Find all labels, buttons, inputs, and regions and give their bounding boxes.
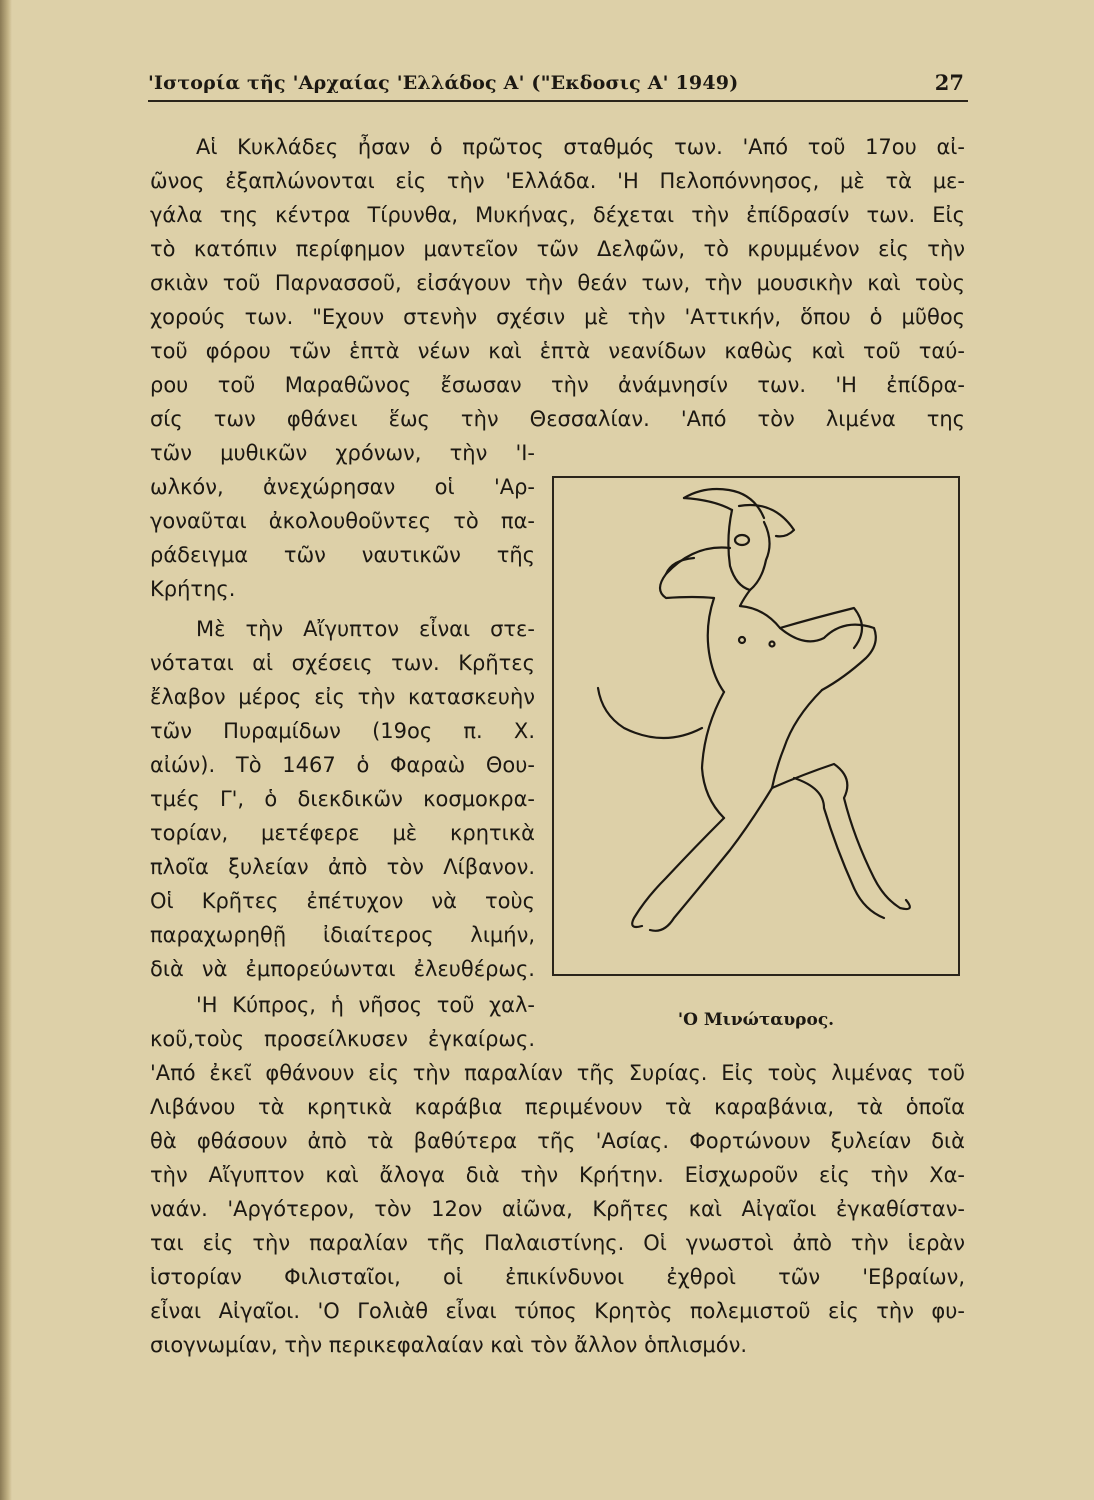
text-line: Κρήτης. bbox=[150, 577, 236, 601]
text-line: ἱστορίαν Φιλισταῖοι, οἱ ἐπικίνδυνοι ἐχθροὶ τῶν 'Εβραίων, bbox=[150, 1265, 965, 1289]
text-line: Οἱ Κρῆτες ἐπέτυχον νὰ τοὺς bbox=[150, 889, 535, 913]
text-line: γοναῦται ἀκολουθοῦντες τὸ πα- bbox=[150, 509, 535, 533]
text-line: αἰών). Τὸ 1467 ὁ Φαραὼ Θου- bbox=[150, 753, 535, 777]
header-title: 'Ιστορία τῆς 'Αρχαίας 'Ελλάδος Α' ("Εκδοσις Α' 1949) bbox=[148, 72, 739, 94]
running-header bbox=[148, 70, 968, 102]
text-line: ναάν. 'Αργότερον, τὸν 12ον αἰῶνα, Κρῆτες καὶ Αἰγαῖοι ἐγκαθίσταν- bbox=[150, 1197, 965, 1221]
page-number: 27 bbox=[934, 70, 964, 95]
text-line: ται εἰς τὴν παραλίαν τῆς Παλαιστίνης. Οἱ γνωστοὶ ἀπὸ τὴν ἱερὰν bbox=[150, 1231, 965, 1255]
minotaur-figure bbox=[552, 476, 960, 976]
text-line: τὸ κατόπιν περίφημον μαντεῖον τῶν Δελφῶν, τὸ κρυμμένον εἰς τὴν bbox=[150, 237, 965, 261]
text-line: πλοῖα ξυλείαν ἀπὸ τὸν Λίβανον. bbox=[150, 855, 535, 879]
text-line: γάλα της κέντρα Τίρυνθα, Μυκήνας, δέχεται τὴν ἐπίδρασίν των. Εἰς bbox=[150, 203, 965, 227]
text-line: ράδειγμα τῶν ναυτικῶν τῆς bbox=[150, 543, 535, 567]
text-line: τοῦ φόρου τῶν ἑπτὰ νέων καὶ ἑπτὰ νεανίδων καθὼς καὶ τοῦ ταύ- bbox=[150, 339, 965, 363]
text-line: ωλκόν, ἀνεχώρησαν οἱ 'Αρ- bbox=[150, 475, 535, 499]
text-line: σίς των φθάνει ἕως τὴν Θεσσαλίαν. 'Από τὸν λιμένα της bbox=[150, 407, 965, 431]
text-line: Αἱ Κυκλάδες ἦσαν ὁ πρῶτος σταθμός των. 'Από τοῦ 17ου αἰ- bbox=[196, 135, 965, 159]
text-line: χορούς των. "Εχουν στενὴν σχέσιν μὲ τὴν 'Αττικήν, ὅπου ὁ μῦθος bbox=[150, 305, 965, 329]
text-line: τῶν Πυραμίδων (19ος π. Χ. bbox=[150, 719, 535, 743]
text-line: εἶναι Αἰγαῖοι. 'Ο Γολιὰθ εἶναι τύπος Κρητὸς πολεμιστοῦ εἰς τὴν φυ- bbox=[150, 1299, 965, 1323]
text-line: τορίαν, μετέφερε μὲ κρητικὰ bbox=[150, 821, 535, 845]
text-line: σιογνωμίαν, τὴν περικεφαλαίαν καὶ τὸν ἄλλον ὁπλισμόν. bbox=[150, 1333, 748, 1357]
text-line: τῶν μυθικῶν χρόνων, τὴν 'Ι- bbox=[150, 441, 535, 465]
text-line: παραχωρηθῇ ἰδιαίτερος λιμήν, bbox=[150, 923, 535, 947]
text-line: 'Η Κύπρος, ἡ νῆσος τοῦ χαλ- bbox=[196, 993, 535, 1017]
text-line: Μὲ τὴν Αἴγυπτον εἶναι στε- bbox=[196, 617, 535, 641]
text-line: Λιβάνου τὰ κρητικὰ καράβια περιμένουν τὰ καραβάνια, τὰ ὁποῖα bbox=[150, 1095, 965, 1119]
text-line: ρου τοῦ Μαραθῶνος ἔσωσαν τὴν ἀνάμνησίν των. 'Η ἐπίδρα- bbox=[150, 373, 965, 397]
text-line: τμές Γ', ὁ διεκδικῶν κοσμοκρα- bbox=[150, 787, 535, 811]
text-line: 'Από ἐκεῖ φθάνουν εἰς τὴν παραλίαν τῆς Συρίας. Εἰς τοὺς λιμένας τοῦ bbox=[150, 1061, 965, 1085]
text-line: σκιὰν τοῦ Παρνασσοῦ, εἰσάγουν τὴν θεάν των, τὴν μουσικὴν καὶ τοὺς bbox=[150, 271, 965, 295]
text-line: θὰ φθάσουν ἀπὸ τὰ βαθύτερα τῆς 'Ασίας. Φορτώνουν ξυλείαν διὰ bbox=[150, 1129, 965, 1153]
text-line: διὰ νὰ ἐμπορεύωνται ἐλευθέρως. bbox=[150, 957, 535, 981]
figure-caption: 'Ο Μινώταυρος. bbox=[677, 1010, 835, 1030]
book-spine-edge bbox=[0, 0, 12, 1500]
minotaur-drawing-icon bbox=[554, 478, 958, 974]
text-line: κοῦ,τοὺς προσείλκυσεν ἐγκαίρως. bbox=[150, 1027, 535, 1051]
text-line: ἔλαβον μέρος εἰς τὴν κατασκευὴν bbox=[150, 685, 535, 709]
text-line: νότаται αἱ σχέσεις των. Κρῆτες bbox=[150, 651, 535, 675]
text-line: τὴν Αἴγυπτον καὶ ἄλογα διὰ τὴν Κρήτην. Εἰσχωροῦν εἰς τὴν Χα- bbox=[150, 1163, 965, 1187]
text-line: ῶνος ἐξαπλώνονται εἰς τὴν 'Ελλάδα. 'Η Πελοπόννησος, μὲ τὰ με- bbox=[150, 169, 965, 193]
